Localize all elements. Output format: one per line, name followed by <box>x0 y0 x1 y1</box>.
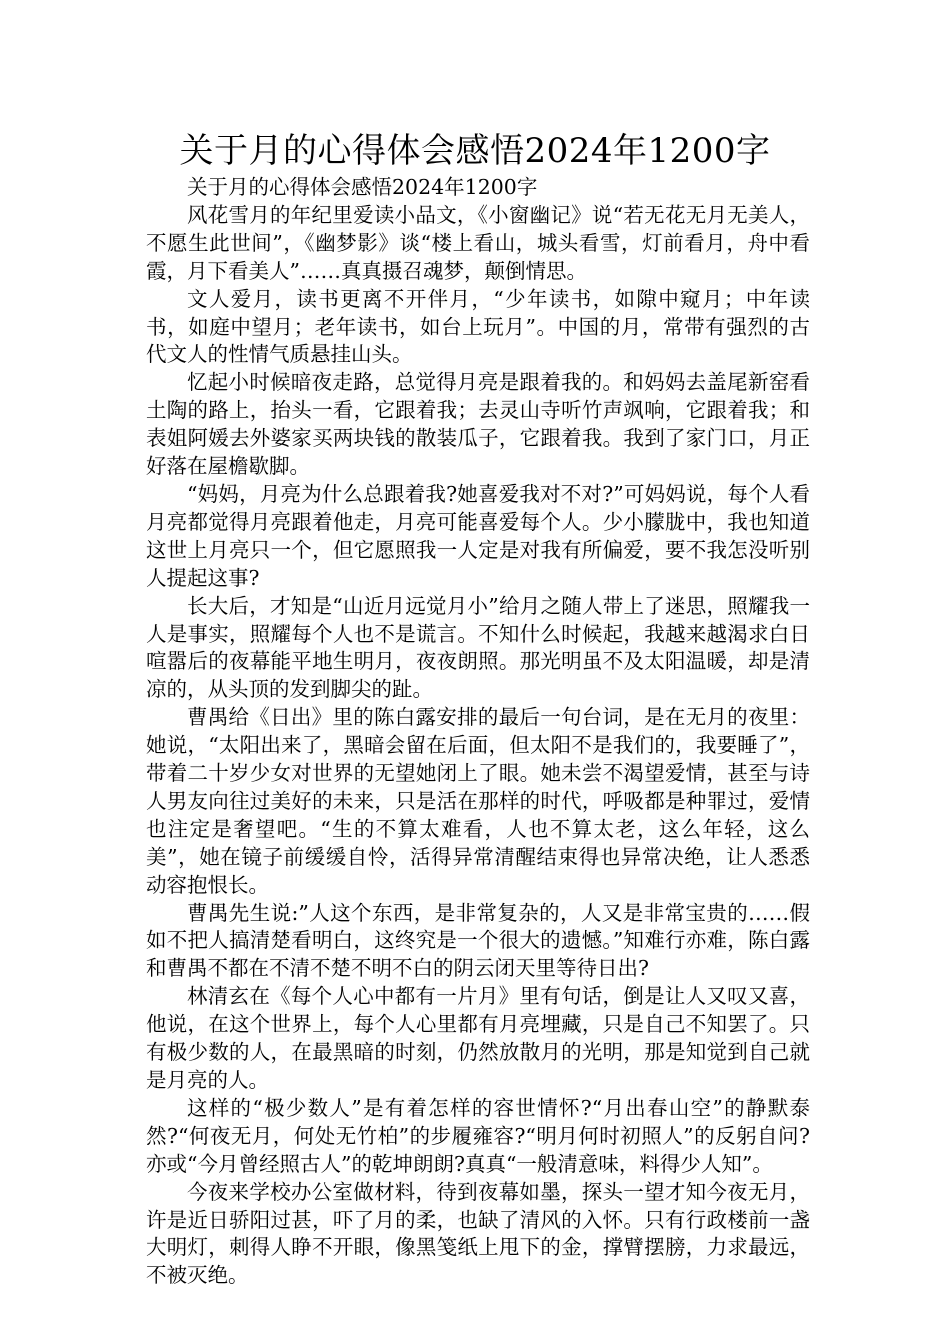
document-subtitle: 关于月的心得体会感悟2024年1200字 <box>187 175 538 199</box>
document-title: 关于月的心得体会感悟2024年1200字 <box>179 131 771 171</box>
paragraph: 风花雪月的年纪里爱读小品文，《小窗幽记》说“若无花无月无美人，不愿生此世间”，《幽梦影》谈“楼上看山，城头看雪，灯前看月，舟中看霞，月下看美人”……真真摄召魂梦，颠倒情思。 <box>146 202 810 283</box>
paragraph: 长大后，才知是“山近月远觉月小”给月之随人带上了迷思，照耀我一人是事实，照耀每个人也不是谎言。不知什么时候起，我越来越渴求白日喧嚣后的夜幕能平地生明月，夜夜朗照。那光明虽不及太阳温暖，却是清凉的，从头顶的发到脚尖的趾。 <box>146 593 810 702</box>
document-body <box>146 174 810 1290</box>
paragraph: 曹禺先生说:”人这个东西，是非常复杂的，人又是非常宝贵的……假如不把人搞清楚看明白，这终究是一个很大的遗憾。”知难行亦难，陈白露和曹禺不都在不清不楚不明不白的阴云闭天里等待日出? <box>146 900 810 981</box>
paragraph: 忆起小时候暗夜走路，总觉得月亮是跟着我的。和妈妈去盖尾新窑看土陶的路上，抬头一看，它跟着我；去灵山寺听竹声飒响，它跟着我；和表姐阿媛去外婆家买两块钱的散装瓜子，它跟着我。我到了家门口，月正好落在屋檐歇脚。 <box>146 370 810 479</box>
paragraph: “妈妈，月亮为什么总跟着我?她喜爱我对不对?”可妈妈说，每个人看月亮都觉得月亮跟着他走，月亮可能喜爱每个人。少小朦胧中，我也知道这世上月亮只一个，但它愿照我一人定是对我有所偏爱，要不我怎没听别人提起这事? <box>146 481 810 590</box>
paragraph: 今夜来学校办公室做材料，待到夜幕如墨，探头一望才知今夜无月，许是近日骄阳过甚，吓了月的柔，也缺了清风的入怀。只有行政楼前一盏大明灯，刺得人睁不开眼，像黑笺纸上甩下的金，撑臂摆膀，力求最远，不被灭绝。 <box>146 1179 810 1288</box>
paragraph: 曹禺给《日出》里的陈白露安排的最后一句台词，是在无月的夜里：她说，“太阳出来了，黑暗会留在后面，但太阳不是我们的，我要睡了”，带着二十岁少女对世界的无望她闭上了眼。她未尝不渴望爱情，甚至与诗人男友向往过美好的未来，只是活在那样的时代，呼吸都是种罪过，爱情也注定是奢望吧。“生的不算太难看，人也不算太老，这么年轻，这么美”，她在镜子前缓缓自怜，活得异常清醒结束得也异常决绝，让人悉悉动容抱恨长。 <box>146 705 810 897</box>
paragraph: 这样的“极少数人”是有着怎样的容世情怀?“月出春山空”的静默泰然?“何夜无月，何处无竹柏”的步履雍容?“明月何时初照人”的反躬自问?亦或“今月曾经照古人”的乾坤朗朗?真真“一般清意味，料得少人知”。 <box>146 1095 810 1176</box>
paragraph: 林清玄在《每个人心中都有一片月》里有句话，倒是让人又叹又喜，他说，在这个世界上，每个人心里都有月亮埋藏，只是自己不知罢了。只有极少数的人，在最黑暗的时刻，仍然放散月的光明，那是知觉到自己就是月亮的人。 <box>146 984 810 1092</box>
paragraph: 文人爱月，读书更离不开伴月，“少年读书，如隙中窥月；中年读书，如庭中望月；老年读书，如台上玩月”。中国的月，常带有强烈的古代文人的性情气质悬挂山头。 <box>146 286 810 367</box>
